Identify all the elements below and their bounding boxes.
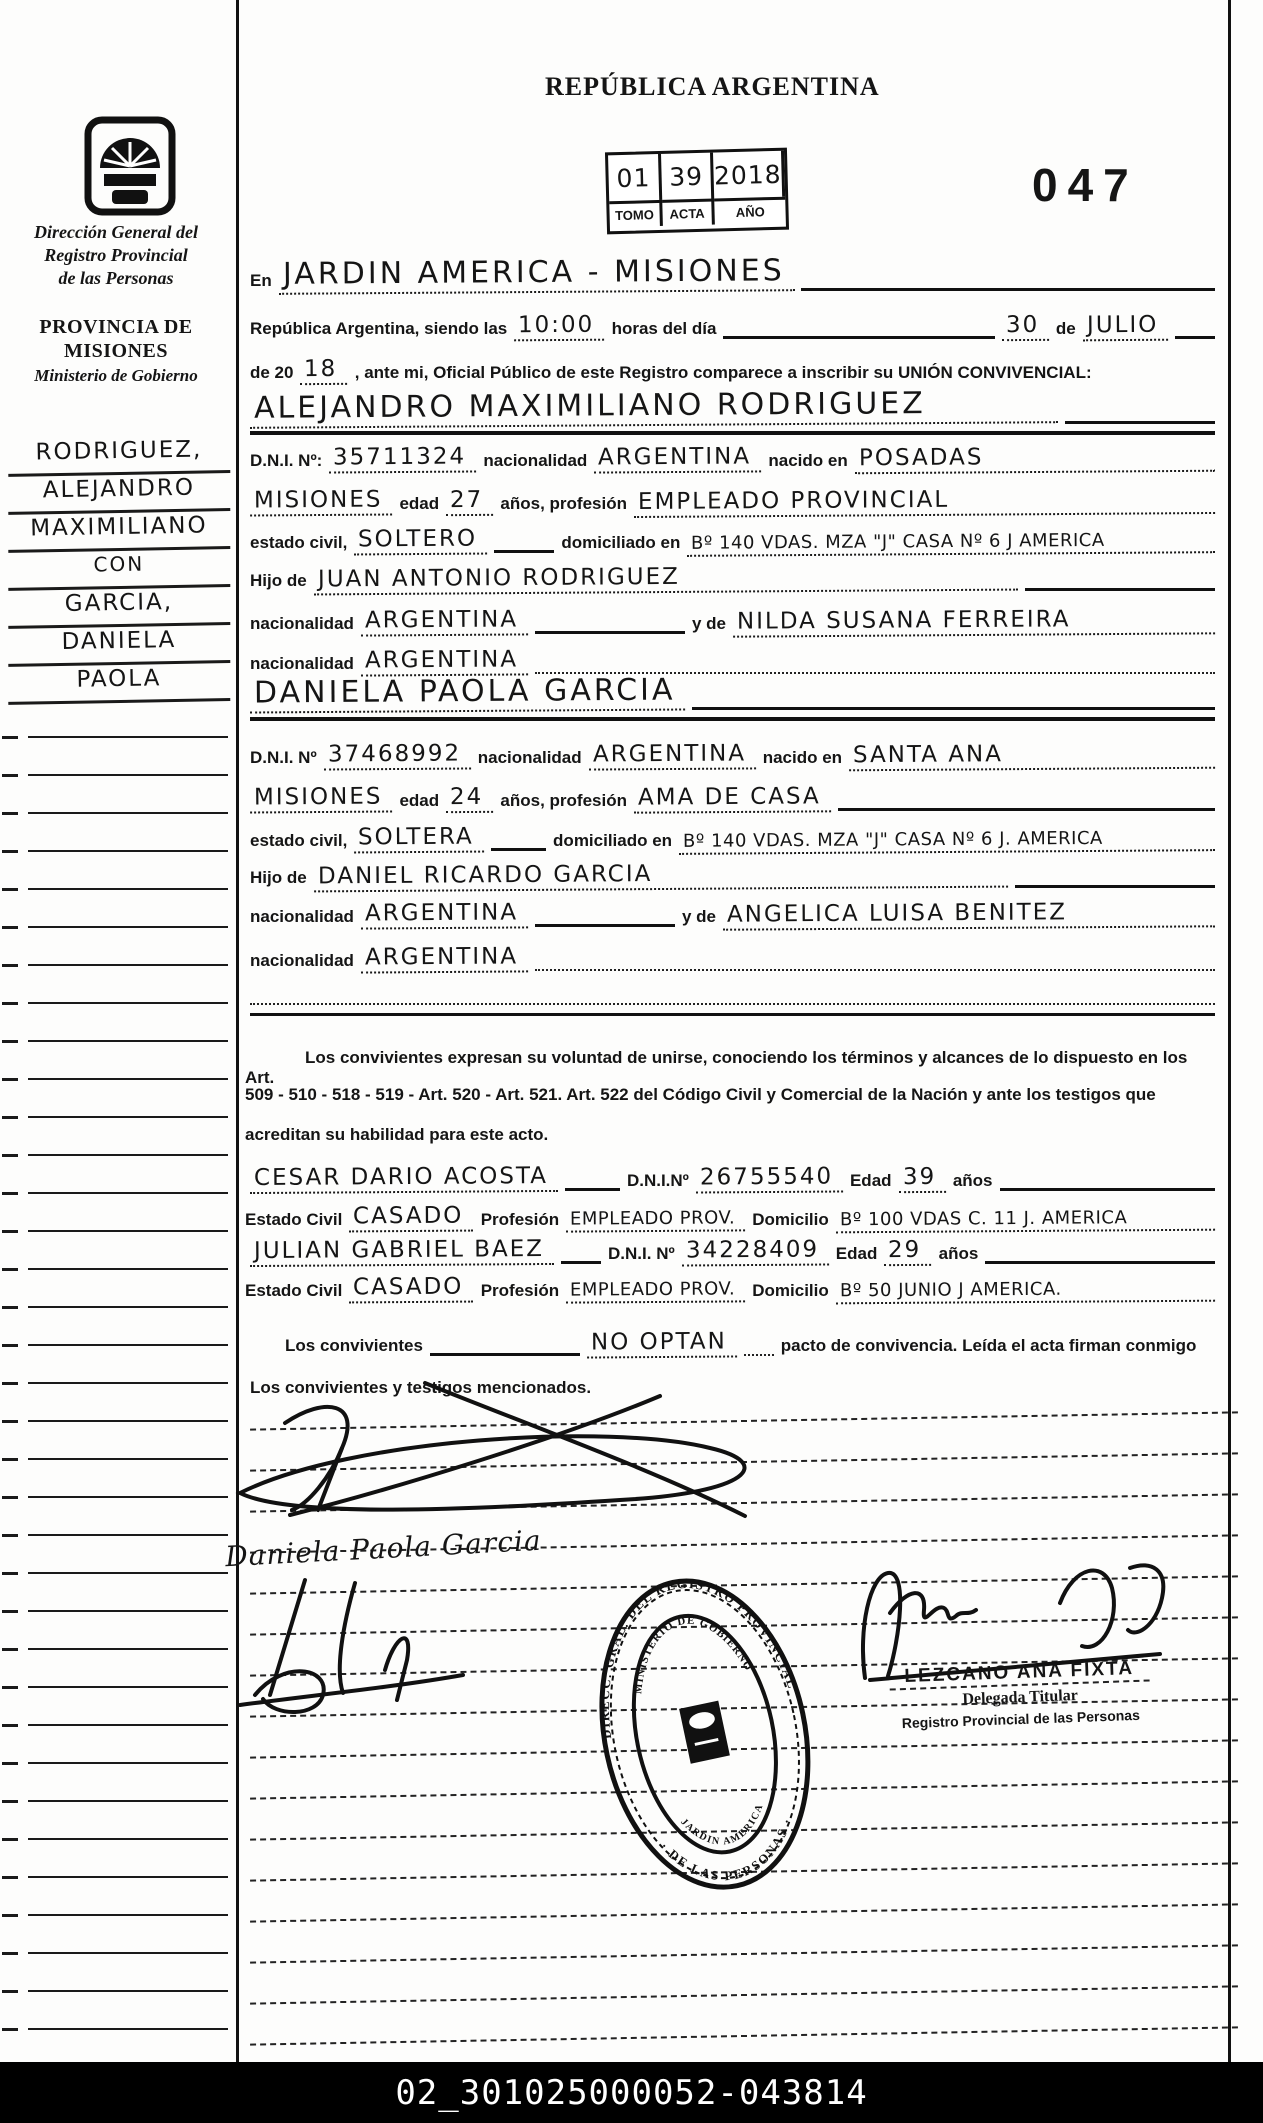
p2-nacido2-value: MISIONES <box>250 784 393 814</box>
witness1-dom-value: Bº 100 VDAS C. 11 J. AMERICA <box>836 1207 1215 1234</box>
witness2-name-value: JULIAN GABRIEL BAEZ <box>250 1236 554 1267</box>
witness1-name-value: CESAR DARIO ACOSTA <box>250 1163 558 1194</box>
anio-label: AÑO <box>715 197 786 225</box>
witness1-edad-label: Edad <box>849 1171 892 1190</box>
partner2-signature-flourish <box>235 1575 465 1725</box>
witness2-estado-label: Estado Civil <box>245 1281 343 1300</box>
p1-hijo-label: Hijo de <box>250 571 307 590</box>
convivientes-label: Los convivientes <box>285 1336 423 1355</box>
page-number: 047 <box>1032 159 1139 211</box>
left-divider-line <box>236 0 239 2062</box>
witness2-dom-value: Bº 50 JUNIO J AMERICA. <box>836 1278 1215 1305</box>
hours-label: horas del día <box>611 319 717 338</box>
official-title: Delegada Titular <box>962 1686 1079 1709</box>
p1-dom-label: domiciliado en <box>561 533 681 552</box>
row-place <box>250 253 1215 293</box>
witness1-anos-label: años <box>952 1171 993 1190</box>
p2-edad-label: edad <box>399 791 440 810</box>
p1-nac3-label: nacionalidad <box>250 654 354 673</box>
registry-stamp <box>567 1553 845 1916</box>
margin-name-5: GARCIA, <box>8 588 231 629</box>
row-p1-estado <box>250 515 1215 555</box>
p1-estado-label: estado civil, <box>250 533 348 552</box>
row-witness2-detail <box>245 1263 1215 1303</box>
pacto-value: NO OPTAN <box>587 1328 737 1358</box>
acta-label: ACTA <box>662 199 715 226</box>
blank-dotted-line <box>250 1003 1215 1005</box>
legal-paragraph-line1: Los convivientes expresan su voluntad de unirse, conociendo los términos y alcances de lo dispuesto en los Art. <box>245 1048 1188 1087</box>
row-p2-padre <box>250 850 1215 890</box>
witness2-dni-label: D.N.I. Nº <box>608 1244 675 1263</box>
row-p2-madre <box>250 889 1215 929</box>
row-partner1-name <box>250 386 1215 426</box>
row-p2-estado <box>250 813 1215 853</box>
p2-estado-label: estado civil, <box>250 831 348 850</box>
p2-madre-nac-value: ARGENTINA <box>361 943 528 973</box>
p1-nac2-label: nacionalidad <box>250 614 354 633</box>
provincial-seal-icon <box>82 116 178 220</box>
row-p1-dni <box>250 433 1215 473</box>
p2-hijo-label: Hijo de <box>250 868 307 887</box>
witness2-edad-value: 29 <box>884 1237 931 1266</box>
row-p1-madre <box>250 596 1215 636</box>
scan-footer-bar <box>0 2062 1263 2123</box>
row-p1-edad <box>250 476 1215 516</box>
p1-nacido2-value: MISIONES <box>250 487 393 517</box>
province-line1: PROVINCIA DE <box>39 316 193 338</box>
row-p2-madre-nac <box>250 933 1215 973</box>
margin-name-4: CON <box>8 550 231 591</box>
p1-dom-value: Bº 140 VDAS. MZA "J" CASA Nº 6 J AMERICA <box>687 529 1215 557</box>
witness2-prof-value: EMPLEADO PROV. <box>566 1278 745 1303</box>
place-value: JARDIN AMERICA - MISIONES <box>279 253 795 295</box>
witness2-edad-label: Edad <box>835 1244 878 1263</box>
ministry-label: Ministerio de Gobierno <box>34 366 198 385</box>
page-title: REPÚBLICA ARGENTINA <box>545 72 880 101</box>
p2-estado-value: SOLTERA <box>354 824 484 854</box>
witness1-prof-label: Profesión <box>480 1210 560 1229</box>
row-pacto <box>285 1318 1215 1358</box>
closing-label: Los convivientes y testigos mencionados. <box>250 1378 592 1397</box>
official-org: Registro Provincial de las Personas <box>901 1706 1141 1732</box>
p2-madre-value: ANGELICA LUISA BENITEZ <box>723 898 1215 930</box>
right-border-line <box>1228 0 1231 2062</box>
partner1-name-value: ALEJANDRO MAXIMILIANO RODRIGUEZ <box>250 385 1058 429</box>
p1-nac-value: ARGENTINA <box>594 443 761 473</box>
witness1-dni-label: D.N.I.Nº <box>626 1171 689 1190</box>
witness1-prof-value: EMPLEADO PROV. <box>566 1207 745 1232</box>
p2-nacido-label: nacido en <box>762 748 843 767</box>
partner2-name-value: DANIELA PAOLA GARCIA <box>250 672 686 713</box>
witness1-dni-value: 26755540 <box>696 1163 843 1193</box>
row-year <box>250 345 1215 385</box>
witness1-dom-label: Domicilio <box>752 1210 829 1229</box>
time-value: 10:00 <box>514 312 604 342</box>
witness2-prof-label: Profesión <box>480 1281 560 1300</box>
witness2-dom-label: Domicilio <box>752 1281 829 1300</box>
official-name: LEZCANO ANA FIXTA <box>889 1657 1150 1690</box>
month-value: JULIO <box>1083 312 1169 342</box>
p1-madre-nac-value: ARGENTINA <box>361 646 528 676</box>
en-label: En <box>250 271 272 290</box>
p2-dom-label: domiciliado en <box>553 831 673 850</box>
org-name-line3: de las Personas <box>58 268 174 288</box>
p2-padre-value: DANIEL RICARDO GARCIA <box>314 859 1009 893</box>
legal-paragraph-line2: 509 - 510 - 518 - 519 - Art. 520 - Art. 521. Art. 522 del Código Civil y Comercial de la Nación y ante los testigos que <box>245 1085 1156 1104</box>
p2-nacido-value: SANTA ANA <box>849 740 1215 772</box>
p1-estado-value: SOLTERO <box>354 526 487 556</box>
separator-line-2 <box>250 717 1215 721</box>
scan-code: 02_301025000052-043814 <box>395 2072 868 2113</box>
p1-dni-label: D.N.I. Nº: <box>250 451 323 470</box>
witness2-anos-label: años <box>938 1244 979 1263</box>
row-witness1 <box>250 1153 1215 1193</box>
year-label: de 20 <box>250 363 294 382</box>
p2-nac-value: ARGENTINA <box>589 740 756 770</box>
p2-prof-label: años, profesión <box>500 791 627 810</box>
tomo-acta-anio-box <box>605 148 789 235</box>
row-partner2-name <box>250 672 1215 712</box>
p2-dom-value: Bº 140 VDAS. MZA "J" CASA Nº 6 J. AMERICA <box>679 827 1215 855</box>
witness1-edad-value: 39 <box>898 1164 945 1193</box>
p1-edad-value: 27 <box>446 487 493 516</box>
p1-padre-value: JUAN ANTONIO RODRIGUEZ <box>314 562 1019 596</box>
p1-madre-value: NILDA SUSANA FERREIRA <box>733 605 1215 637</box>
org-name-line2: Registro Provincial <box>44 245 188 265</box>
province-line2: MISIONES <box>63 340 169 362</box>
stamp-inner-top-text: MINISTERIO DE GOBIERNO <box>632 1614 755 1695</box>
p2-nac3-label: nacionalidad <box>250 951 354 970</box>
year-value: 18 <box>300 356 347 385</box>
margin-name-3: MAXIMILIANO <box>8 512 231 553</box>
row-time <box>250 301 1215 341</box>
p1-nacido-label: nacido en <box>768 451 848 470</box>
stamp-crest <box>679 1701 730 1764</box>
row-p2-edad <box>250 773 1215 813</box>
tomo-value: 01 <box>608 154 662 201</box>
day-value: 30 <box>1001 312 1048 341</box>
p2-nac2-label: nacionalidad <box>250 907 354 926</box>
margin-name-6: DANIELA <box>8 626 231 667</box>
partner2-signature-name: Daniela Paola Garcia <box>224 1523 543 1574</box>
anio-value: 2018 <box>713 151 785 199</box>
tomo-label: TOMO <box>609 200 662 227</box>
stamp-arc-top-text: DIRECC. GRAL. DEL REGISTRO PROVINCIAL <box>596 1575 801 1740</box>
legal-paragraph-line3: acreditan su habilidad para este acto. <box>245 1125 549 1144</box>
p1-edad-label: edad <box>399 494 440 513</box>
stamp-inner-bottom-text: JARDIN AMERICA <box>678 1801 766 1848</box>
p1-nac-label: nacionalidad <box>483 451 588 470</box>
row-p1-padre <box>250 553 1215 593</box>
p1-prof-label: años, profesión <box>500 494 627 513</box>
org-name-line1: Dirección General del <box>34 222 198 242</box>
row-p2-dni <box>250 730 1215 770</box>
acta-value: 39 <box>661 153 715 200</box>
p1-yde-label: y de <box>691 614 726 633</box>
row-witness2 <box>250 1226 1215 1266</box>
intro-rest-label: , ante mi, Oficial Público de este Registro comparece a inscribir su UNIÓN CONVIVENCIAL: <box>354 363 1092 382</box>
witness2-estado-value: CASADO <box>349 1274 474 1304</box>
pacto-rest-label: pacto de convivencia. Leída el acta firman conmigo <box>780 1336 1197 1355</box>
de-label: de <box>1055 319 1076 338</box>
official-stamp-block <box>889 1657 1151 1731</box>
witness2-dni-value: 34228409 <box>682 1236 829 1266</box>
witness1-estado-value: CASADO <box>349 1203 474 1233</box>
witness1-estado-label: Estado Civil <box>245 1210 343 1229</box>
p2-edad-value: 24 <box>446 784 493 813</box>
p2-padre-nac-value: ARGENTINA <box>361 899 528 929</box>
margin-name-7: PAOLA <box>8 664 231 705</box>
p1-dni-value: 35711324 <box>329 443 476 473</box>
margin-name-2: ALEJANDRO <box>8 474 231 515</box>
p1-padre-nac-value: ARGENTINA <box>361 606 528 636</box>
margin-name-1: RODRIGUEZ, <box>8 436 231 477</box>
p2-prof-value: AMA DE CASA <box>634 783 831 813</box>
p2-nac-label: nacionalidad <box>477 748 582 767</box>
p2-dni-value: 37468992 <box>324 740 471 770</box>
p1-prof-value: EMPLEADO PROVINCIAL <box>634 485 1215 518</box>
stamp-arc-bottom-text: · DE LAS PERSONAS · <box>657 1814 796 1884</box>
row-p1-madre-nac <box>250 636 1215 676</box>
p2-dni-label: D.N.I. Nº <box>250 748 317 767</box>
separator-line-3 <box>250 1013 1215 1016</box>
p1-nacido-value: POSADAS <box>855 443 1215 475</box>
time-label: República Argentina, siendo las <box>250 319 508 338</box>
p2-yde-label: y de <box>681 907 716 926</box>
